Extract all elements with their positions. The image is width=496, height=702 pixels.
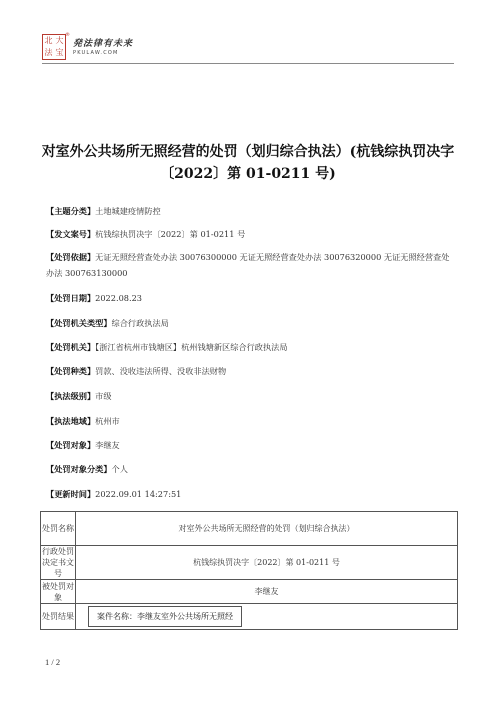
- row-label: 处罚名称: [41, 512, 76, 546]
- logo-char: 北: [44, 36, 53, 45]
- meta-label: 【处罚日期】: [46, 293, 96, 303]
- meta-value: 2022.08.23: [95, 293, 143, 303]
- meta-org: [46, 339, 456, 355]
- table-row: [41, 580, 458, 604]
- pkulaw-logo: [42, 34, 66, 60]
- meta-label: 【更新时间】: [46, 489, 96, 499]
- logo-slogan: 発法律有未来: [73, 39, 134, 49]
- meta-label: 【执法地域】: [46, 416, 96, 426]
- meta-level: [46, 388, 456, 404]
- case-name-box: 案件名称：李继友室外公共场所无照经: [88, 606, 242, 627]
- meta-updated: [46, 486, 456, 502]
- meta-label: 【处罚对象分类】: [46, 464, 112, 474]
- meta-value: 市级: [95, 391, 112, 401]
- meta-label: 【处罚种类】: [46, 366, 96, 376]
- row-value: 李继友: [76, 580, 458, 604]
- meta-target-category: [46, 461, 456, 477]
- row-value-cell: [76, 604, 458, 630]
- header-divider: [42, 63, 454, 64]
- meta-value: 无证无照经营查处办法 30076300000 无证无照经营查处办法 30076320000 无证无照经营查处办法 300763130000: [46, 252, 450, 278]
- meta-value: 李继友: [95, 440, 120, 450]
- table-row: [41, 546, 458, 580]
- meta-label: 【处罚对象】: [46, 440, 96, 450]
- row-label: 被处罚对象: [42, 581, 74, 602]
- meta-topic: [46, 203, 456, 219]
- meta-org-type: [46, 315, 456, 331]
- document-title: 对室外公共场所无照经营的处罚（划归综合执法）(杭钱综执罚决字〔2022〕第 01-0211 号): [41, 144, 455, 182]
- row-label: 行政处罚决定书文号: [42, 547, 74, 578]
- meta-label: 【主题分类】: [46, 206, 96, 216]
- meta-label: 【处罚依据】: [46, 252, 96, 262]
- logo-char: 宝: [55, 48, 64, 57]
- meta-kind: [46, 363, 456, 379]
- meta-value: 杭州市: [95, 416, 120, 426]
- meta-value: 杭钱综执罚决字〔2022〕第 01-0211 号: [95, 229, 246, 239]
- meta-value: 2022.09.01 14:27:51: [95, 489, 182, 499]
- meta-value: 土地城建疫情防控: [95, 206, 161, 216]
- table-row: [41, 512, 458, 546]
- row-value: 对室外公共场所无照经营的处罚（划归综合执法）: [76, 512, 458, 546]
- meta-label: 【发文案号】: [46, 229, 96, 239]
- page-header: [42, 34, 454, 64]
- row-value: 杭钱综执罚决字〔2022〕第 01-0211 号: [76, 546, 458, 580]
- meta-target: [46, 437, 456, 453]
- logo-url: PKULAW.COM: [73, 50, 119, 56]
- meta-value: 罚款、没收违法所得、没收非法财物: [95, 366, 227, 376]
- meta-basis: [46, 249, 456, 281]
- meta-label: 【处罚机关类型】: [46, 318, 112, 328]
- row-label: 处罚结果: [41, 604, 76, 630]
- meta-date: [46, 290, 456, 306]
- registered-mark: ®: [65, 32, 70, 38]
- meta-label: 【处罚机关】: [46, 342, 96, 352]
- meta-label: 【执法级别】: [46, 391, 96, 401]
- logo-char: 大: [55, 36, 64, 45]
- page-number: 1 / 2: [45, 657, 61, 667]
- meta-region: [46, 413, 456, 429]
- table-row: [41, 604, 458, 630]
- meta-value: 综合行政执法局: [111, 318, 169, 328]
- meta-value: 个人: [111, 464, 128, 474]
- meta-value: 【浙江省杭州市钱塘区】杭州钱塘新区综合行政执法局: [95, 342, 288, 352]
- penalty-info-table: [40, 511, 458, 630]
- logo-char: 法: [44, 48, 53, 57]
- meta-doc-no: [46, 226, 456, 242]
